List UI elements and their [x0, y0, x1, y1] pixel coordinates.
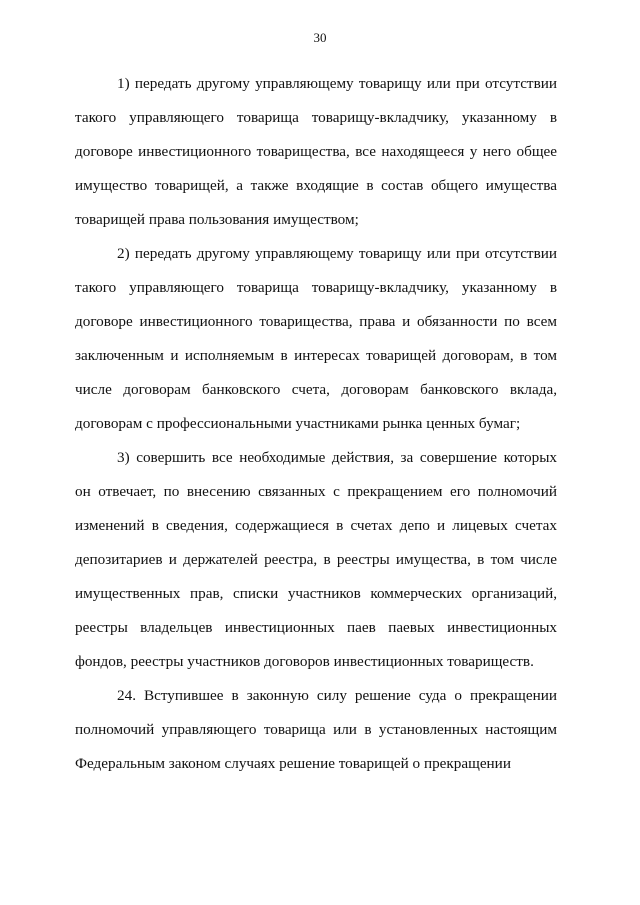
paragraph-item-1: 1) передать другому управляющему товарищу или при отсутствии такого управляющего товарища товарищу-вкладчику, указанному в договоре инвестиционного товарищества, все находящееся у него общее имущество товарищей, а также входящие в состав общего имущества товарищей права пользования имуществом; — [75, 75, 557, 228]
document-body — [75, 67, 557, 781]
paragraph-article-24: 24. Вступившее в законную силу решение суда о прекращении полномочий управляющего товарища или в установленных настоящим Федеральным законом случаях решение товарищей о прекращении — [75, 687, 557, 772]
paragraph-item-3: 3) совершить все необходимые действия, за совершение которых он отвечает, по внесению связанных с прекращением его полномочий изменений в сведения, содержащиеся в счетах депо и лицевых счетах депозитариев и держателей реестра, в реестры имущества, в том числе имущественных прав, списки участников коммерческих организаций, реестры владельцев инвестиционных паев паевых инвестиционных фондов, реестры участников договоров инвестиционных товариществ. — [75, 449, 557, 670]
page-number: 30 — [313, 30, 327, 45]
paragraph-item-2: 2) передать другому управляющему товарищу или при отсутствии такого управляющего товарища товарищу-вкладчику, указанному в договоре инвестиционного товарищества, права и обязанности по всем заключенным и исполняемым в интересах товарищей договорам, в том числе договорам банковского счета, договорам банковского вклада, договорам с профессиональными участниками рынка ценных бумаг; — [75, 245, 557, 432]
